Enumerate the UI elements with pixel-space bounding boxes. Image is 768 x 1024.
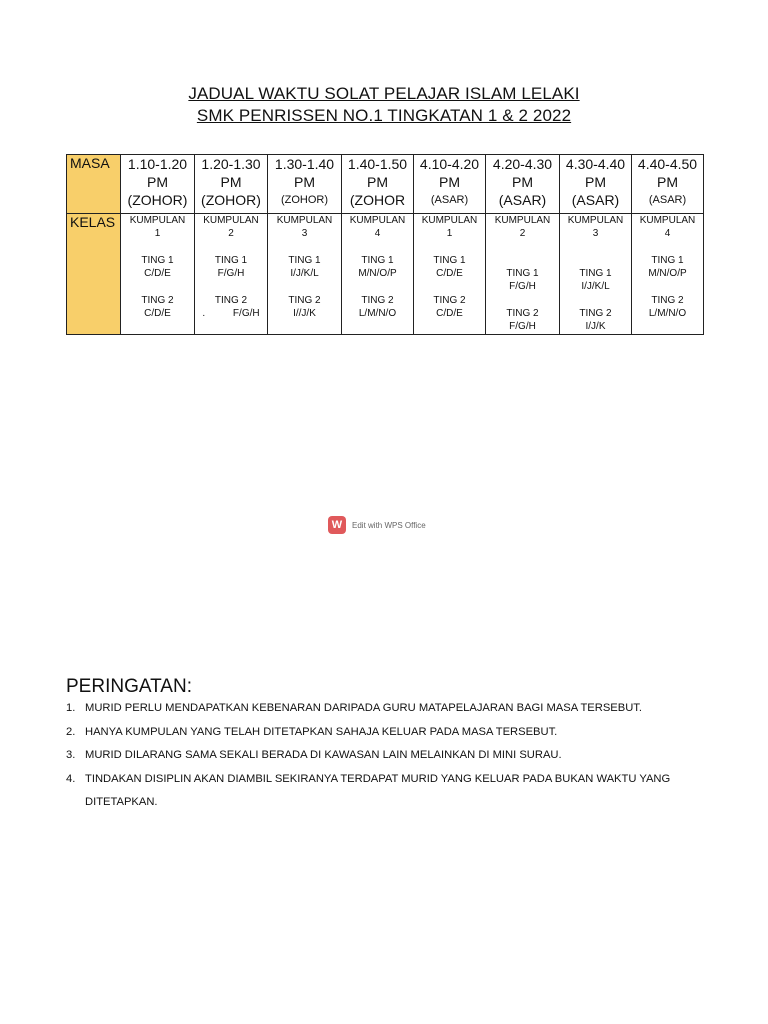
- prayer-name: (ASAR): [571, 192, 620, 208]
- title-line-2: SMK PENRISSEN NO.1 TINGKATAN 1 & 2 2022: [196, 106, 572, 125]
- time-cell: [195, 155, 268, 214]
- time-cell: [560, 155, 632, 214]
- kumpulan-label: KUMPULAN: [494, 215, 551, 226]
- prayer-schedule-table: [66, 154, 704, 335]
- kumpulan-number: 3: [301, 228, 308, 239]
- kumpulan-number: 3: [592, 228, 599, 239]
- time-unit: PM: [367, 174, 388, 190]
- ting2-label: TING 2: [579, 308, 612, 319]
- time-unit: PM: [294, 174, 315, 190]
- ting2-classes: C/D/E: [436, 308, 463, 319]
- kelas-row: [67, 214, 704, 335]
- kumpulan-label: KUMPULAN: [639, 215, 696, 226]
- ting1-label: TING 1: [506, 268, 539, 279]
- kumpulan-label: KUMPULAN: [349, 215, 406, 226]
- kumpulan-label: KUMPULAN: [203, 215, 259, 226]
- list-item: [66, 768, 716, 815]
- group-cell: [414, 214, 486, 335]
- kumpulan-label: KUMPULAN: [276, 215, 333, 226]
- kumpulan-number: 2: [228, 228, 234, 239]
- time-range: 4.30-4.40: [565, 156, 626, 172]
- time-cell: [121, 155, 195, 214]
- ting1-label: TING 1: [288, 255, 321, 266]
- time-range: 4.10-4.20: [419, 156, 480, 172]
- item-number: 3.: [66, 749, 76, 761]
- header-row: [67, 155, 704, 214]
- time-unit: PM: [147, 174, 168, 190]
- group-cell: [268, 214, 342, 335]
- prayer-name: (ASAR): [430, 194, 469, 206]
- ting2-label: TING 2: [506, 308, 539, 319]
- ting2-classes: F/G/H: [509, 321, 536, 332]
- time-unit: PM: [439, 174, 460, 190]
- prayer-name: (ZOHOR): [127, 192, 188, 208]
- ting1-classes: C/D/E: [436, 268, 463, 279]
- ting1-label: TING 1: [433, 255, 466, 266]
- kumpulan-number: 1: [446, 228, 453, 239]
- group-cell: [486, 214, 560, 335]
- ting1-label: TING 1: [214, 255, 248, 266]
- group-cell: [121, 214, 195, 335]
- kumpulan-label: KUMPULAN: [567, 215, 624, 226]
- time-unit: PM: [585, 174, 606, 190]
- time-unit: PM: [657, 174, 678, 190]
- ting1-classes: I/J/K/L: [290, 268, 319, 279]
- ting1-classes: M/N/O/P: [358, 268, 397, 279]
- group-cell: [560, 214, 632, 335]
- kumpulan-label: KUMPULAN: [129, 215, 186, 226]
- kumpulan-number: 2: [519, 228, 526, 239]
- warning-title: PERINGATAN:: [66, 676, 192, 697]
- ting1-classes: I/J/K/L: [581, 281, 610, 292]
- ting1-label: TING 1: [361, 255, 394, 266]
- list-item: [66, 744, 716, 768]
- group-cell: [632, 214, 704, 335]
- time-range: 4.20-4.30: [492, 156, 553, 172]
- ting2-classes: . F/G/H: [202, 308, 260, 319]
- time-cell: [632, 155, 704, 214]
- ting2-classes: I/J/K: [585, 321, 606, 332]
- wps-watermark-text: Edit with WPS Office: [352, 520, 426, 530]
- ting2-label: TING 2: [433, 295, 466, 306]
- ting2-classes: L/M/N/O: [648, 308, 687, 319]
- item-text: MURID DILARANG SAMA SEKALI BERADA DI KAWASAN LAIN MELAINKAN DI MINI SURAU.: [85, 749, 562, 761]
- kumpulan-label: KUMPULAN: [421, 215, 478, 226]
- prayer-name: (ZOHOR): [201, 192, 261, 208]
- ting1-label: TING 1: [141, 255, 174, 266]
- title-line-1: JADUAL WAKTU SOLAT PELAJAR ISLAM LELAKI: [188, 84, 580, 103]
- time-range: 1.40-1.50: [347, 156, 408, 172]
- item-text: MURID PERLU MENDAPATKAN KEBENARAN DARIPADA GURU MATAPELAJARAN BAGI MASA TERSEBUT.: [85, 702, 642, 714]
- masa-label: MASA: [67, 155, 121, 214]
- ting1-classes: C/D/E: [144, 268, 171, 279]
- item-number: 4.: [66, 772, 76, 785]
- prayer-name: (ZOHOR: [349, 192, 406, 208]
- time-range: 1.10-1.20: [127, 156, 188, 172]
- time-range: 1.20-1.30: [201, 156, 261, 172]
- wps-logo-icon: W: [328, 516, 346, 534]
- item-number: 1.: [66, 702, 76, 714]
- ting1-classes: M/N/O/P: [648, 268, 687, 279]
- time-cell: [414, 155, 486, 214]
- ting1-classes: F/G/H: [217, 268, 245, 279]
- ting2-classes: L/M/N/O: [358, 308, 397, 319]
- time-unit: PM: [220, 174, 242, 190]
- prayer-name: (ASAR): [648, 194, 687, 206]
- ting2-classes: C/D/E: [144, 308, 171, 319]
- kumpulan-number: 1: [154, 228, 161, 239]
- ting1-classes: F/G/H: [509, 281, 536, 292]
- list-item: [66, 721, 716, 745]
- item-text: TINDAKAN DISIPLIN AKAN DIAMBIL SEKIRANYA TERDAPAT MURID YANG KELUAR PADA BUKAN WAKTU YANG DITETAPKAN.: [85, 772, 671, 808]
- item-number: 2.: [66, 725, 76, 738]
- time-cell: [486, 155, 560, 214]
- prayer-name: (ASAR): [498, 192, 547, 208]
- group-cell: [342, 214, 414, 335]
- kumpulan-number: 4: [374, 228, 381, 239]
- item-text: HANYA KUMPULAN YANG TELAH DITETAPKAN SAHAJA KELUAR PADA MASA TERSEBUT.: [85, 725, 558, 738]
- ting1-label: TING 1: [579, 268, 612, 279]
- time-cell: [268, 155, 342, 214]
- ting2-label: TING 2: [361, 295, 394, 306]
- kelas-label: KELAS: [67, 214, 121, 335]
- ting2-label: TING 2: [651, 295, 684, 306]
- ting1-label: TING 1: [651, 255, 684, 266]
- time-unit: PM: [512, 174, 533, 190]
- time-range: 1.30-1.40: [274, 156, 335, 172]
- ting2-label: TING 2: [141, 295, 174, 306]
- prayer-name: (ZOHOR): [280, 194, 329, 206]
- time-range: 4.40-4.50: [637, 156, 698, 172]
- ting2-label: TING 2: [288, 295, 321, 306]
- group-cell: [195, 214, 268, 335]
- ting2-label: TING 2: [214, 295, 248, 306]
- time-cell: [342, 155, 414, 214]
- wps-watermark[interactable]: [328, 516, 426, 534]
- list-item: [66, 697, 716, 721]
- warning-list: [66, 697, 716, 815]
- kumpulan-number: 4: [664, 228, 671, 239]
- ting2-classes: I//J/K: [293, 308, 316, 319]
